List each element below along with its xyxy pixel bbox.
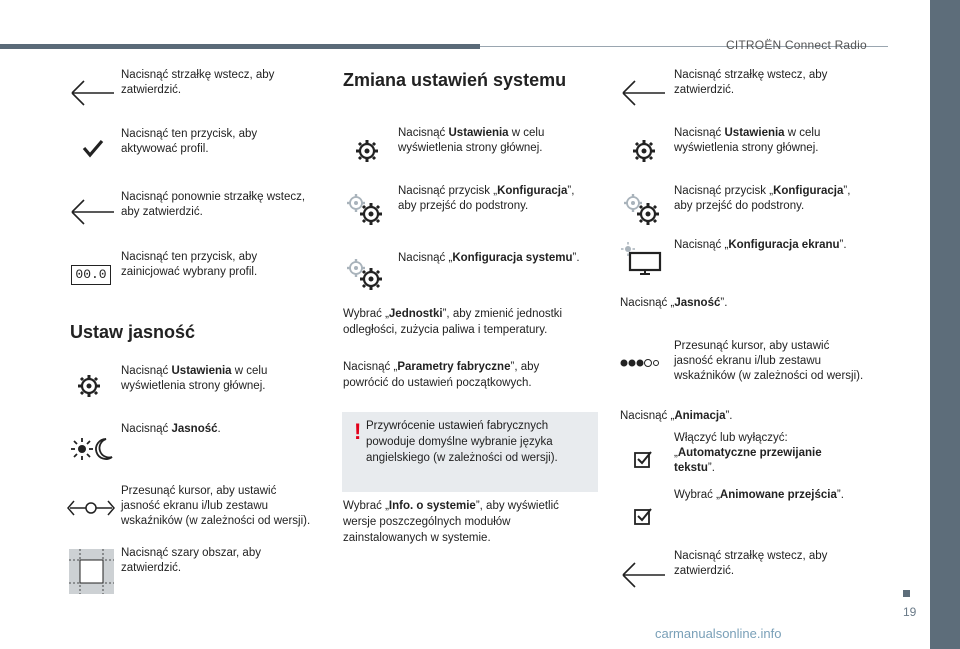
back-arrow-icon <box>68 197 116 227</box>
col1-step-back-again: Nacisnąć ponownie strzałkę wstecz, aby zatwierdzić. <box>121 191 306 218</box>
col3-autoscroll-step: Włączyć lub wyłączyć: „Automatyczne przewijanie tekstu”. <box>674 432 822 474</box>
settings-gear-icon <box>355 139 379 163</box>
col3-final-back: Nacisnąć strzałkę wstecz, aby zatwierdzić. <box>674 550 828 577</box>
settings-gear-icon <box>632 139 656 163</box>
col3-step-screen: Nacisnąć „Konfiguracja ekranu”. <box>674 239 847 251</box>
col3-step-back: Nacisnąć strzałkę wstecz, aby zatwierdzić. <box>674 69 828 96</box>
settings-gear-icon <box>77 374 101 398</box>
col2-factory-para: Nacisnąć „Parametry fabryczne”, aby powrócić do ustawień początkowych. <box>343 361 540 389</box>
col3-step-settings: Nacisnąć Ustawienia w celu wyświetlenia strony głównej. <box>674 127 821 154</box>
col2-step2: Nacisnąć przycisk „Konfiguracja”, aby przejść do podstrony. <box>398 185 575 212</box>
checkbox-checked-icon <box>633 506 653 526</box>
checkmark-icon <box>82 138 104 158</box>
col1-step-init: Nacisnąć ten przycisk, aby zainicjować wybrany profil. <box>121 251 258 278</box>
brightness-level-icon <box>619 358 659 368</box>
col1-step-activate: Nacisnąć ten przycisk, aby aktywować profil. <box>121 128 258 155</box>
col2-step3: Nacisnąć „Konfiguracja systemu”. <box>398 252 580 264</box>
warning-text: Przywrócenie ustawień fabrycznych powoduje domyślne wybranie języka angielskiego (w zależności od wersji). <box>366 420 558 464</box>
header-bar <box>0 44 480 49</box>
config-gears-icon <box>345 193 385 227</box>
col2-sysinfo-para: Wybrać „Info. o systemie”, aby wyświetlić wersje poszczególnych modułów zainstalowanych w systemie. <box>343 500 559 544</box>
page-marker <box>903 590 910 597</box>
config-gears-icon <box>622 193 662 227</box>
page-number: 19 <box>903 605 917 619</box>
col3-slider-step: Przesunąć kursor, aby ustawić jasność ekranu i/lub zestawu wskaźników (w zależności od wersji). <box>674 340 864 382</box>
col2-step1: Nacisnąć Ustawienia w celu wyświetlenia strony głównej. <box>398 127 545 154</box>
back-arrow-icon <box>68 78 116 108</box>
col3-transitions-step: Wybrać „Animowane przejścia”. <box>674 489 844 501</box>
back-arrow-icon <box>619 560 667 590</box>
checkbox-checked-icon <box>633 449 653 469</box>
section-heading-system: Zmiana ustawień systemu <box>343 70 567 90</box>
config-gears-icon <box>345 258 385 292</box>
col1-brightness-step4: Nacisnąć szary obszar, aby zatwierdzić. <box>121 547 261 574</box>
col1-step-back: Nacisnąć strzałkę wstecz, aby zatwierdzić. <box>121 69 275 96</box>
col3-step-config: Nacisnąć przycisk „Konfiguracja”, aby przejść do podstrony. <box>674 185 851 212</box>
brand-title: CITROËN Connect Radio <box>726 38 867 52</box>
col1-brightness-step2: Nacisnąć Jasność. <box>121 423 221 435</box>
side-tab <box>930 0 960 649</box>
col1-brightness-step1: Nacisnąć Ustawienia w celu wyświetlenia strony głównej. <box>121 365 268 392</box>
warning-icon: ! <box>354 419 362 444</box>
col3-brightness-para: Nacisnąć „Jasność”. <box>620 297 728 309</box>
watermark: carmanualsonline.info <box>655 626 782 641</box>
col2-units-para: Wybrać „Jednostki”, aby zmienić jednostki odległości, zużycia paliwa i temperatury. <box>343 308 563 336</box>
col3-animation-para: Nacisnąć „Animacja”. <box>620 410 733 422</box>
brightness-sun-moon-icon <box>70 436 114 462</box>
profile-init-button: 00.0 <box>71 265 111 285</box>
col1-brightness-step3: Przesunąć kursor, aby ustawić jasność ekranu i/lub zestawu wskaźników (w zależności od wersji). <box>121 485 311 527</box>
screen-config-icon <box>620 242 662 276</box>
grey-area-icon <box>69 549 114 594</box>
section-heading-brightness: Ustaw jasność <box>70 322 196 342</box>
slider-cursor-icon <box>66 496 116 520</box>
back-arrow-icon <box>619 78 667 108</box>
